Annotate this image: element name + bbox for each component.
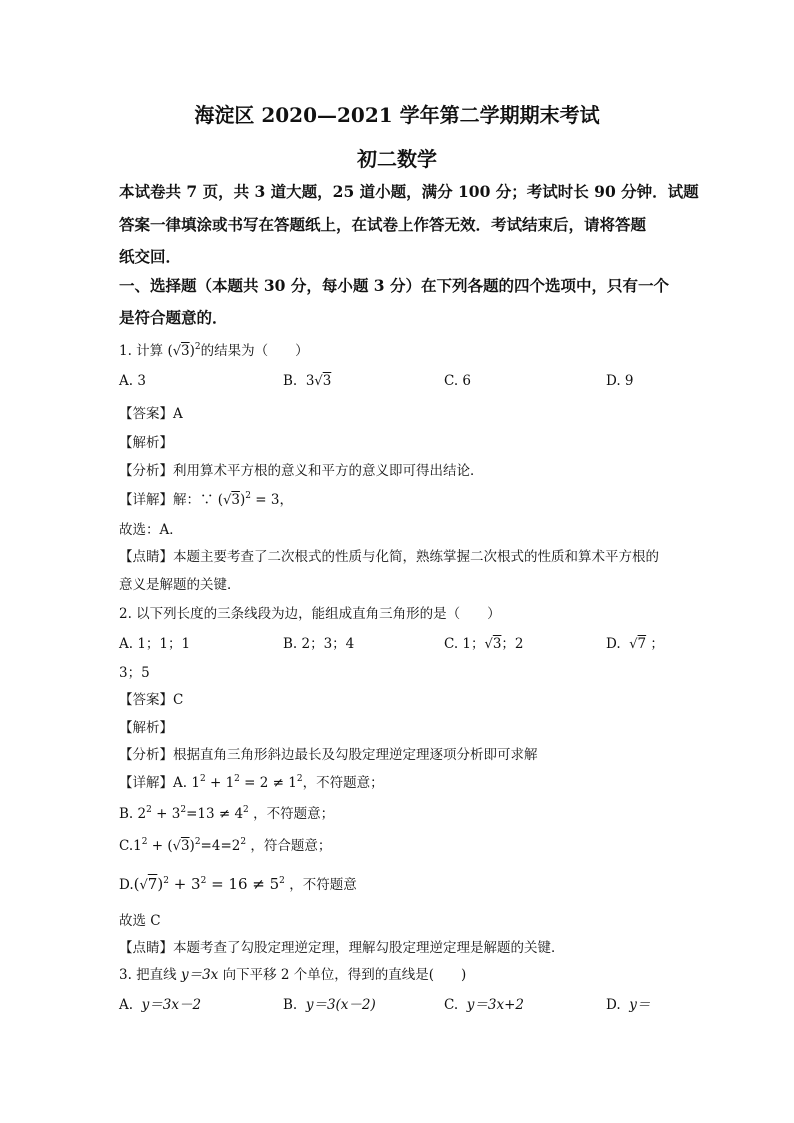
q3-option-b: B. y＝3(x－2) bbox=[283, 997, 376, 1013]
equation: $1^2 + (√3)^2=4=2^2$ bbox=[133, 837, 247, 854]
q2-answer: 【答案】C bbox=[119, 692, 184, 708]
sqrt-symbol: √ bbox=[484, 637, 493, 652]
intro-line: 本试卷共 7 页，共 3 道大题，25 道小题，满分 100 分；考试时长 90 分钟．试题 bbox=[119, 182, 699, 201]
equation: $1^2 + 1^2 = 2 \ne 1^2$ bbox=[191, 774, 303, 791]
q2-choose: 故选 C bbox=[119, 913, 161, 929]
sqrt-symbol: √ bbox=[314, 374, 323, 389]
q1-option-a: A. 3 bbox=[119, 373, 146, 389]
q1-dianjing: 意义是解题的关键． bbox=[119, 577, 241, 593]
q2-option-b: B. 2；3；4 bbox=[283, 636, 355, 652]
q2-fenxi: 【分析】根据直角三角形斜边最长及勾股定理逆定理逐项分析即可求解 bbox=[119, 747, 538, 763]
q3-option-d: D. y＝ bbox=[606, 997, 651, 1013]
sqrt-symbol: √ bbox=[172, 344, 182, 359]
q3-stem: 3. 把直线 y＝3x 向下平移 2 个单位，得到的直线是( ) bbox=[119, 967, 467, 983]
q1-option-d: D. 9 bbox=[606, 373, 634, 389]
q1-option-c: C. 6 bbox=[444, 373, 472, 389]
equation: $(√7)^2 + 3^2 = 16 \ne 5^2$ bbox=[133, 875, 285, 893]
q1-jiexi: 【解析】 bbox=[119, 435, 173, 451]
q3-option-a: A. y＝3x－2 bbox=[119, 997, 202, 1013]
sqrt-symbol: √ bbox=[223, 493, 232, 508]
q2-stem: 2. 以下列长度的三条线段为边，能组成直角三角形的是（ ） bbox=[119, 606, 501, 622]
q2-jiexi: 【解析】 bbox=[119, 720, 173, 736]
intro-line: 答案一律填涂或书写在答题纸上，在试卷上作答无效．考试结束后，请将答题 bbox=[119, 215, 647, 234]
q3-option-c: C. y＝3x+2 bbox=[444, 997, 524, 1013]
q2-detail-c: $C.1^2 + (√3)^2=4=2^2$ ，符合题意； bbox=[119, 837, 332, 854]
q1-dianjing: 【点睛】本题主要考查了二次根式的性质与化简，熟练掌握二次根式的性质和算术平方根的 bbox=[119, 549, 659, 565]
section-heading: 一、选择题（本题共 30 分，每小题 3 分）在下列各题的四个选项中，只有一个 bbox=[119, 276, 669, 295]
q1-stem: 1. 计算 $(√3)^2$的结果为（ ） bbox=[119, 342, 309, 359]
q1-answer: 【答案】A bbox=[119, 406, 183, 422]
q1-option-b: B. 3√3 bbox=[283, 373, 332, 389]
q2-detail-d: $D.(√7)^2 + 3^2 = 16 \ne 5^2$ ，不符题意 bbox=[119, 875, 357, 893]
q1-choose: 故选：A． bbox=[119, 522, 183, 538]
exam-subtitle: 初二数学 bbox=[357, 147, 437, 171]
section-heading: 是符合题意的． bbox=[119, 308, 228, 327]
equation: $2^2 + 3^2=13 \ne 4^2$ bbox=[137, 805, 249, 822]
q2-detail-a: 【详解】A. $1^2 + 1^2 = 2 \ne 1^2$，不符题意； bbox=[119, 774, 384, 791]
q2-dianjing: 【点睛】本题考查了勾股定理逆定理，理解勾股定理逆定理是解题的关键． bbox=[119, 940, 565, 956]
q2-detail-b: B. $2^2 + 3^2=13 \ne 4^2$ ，不符题意； bbox=[119, 805, 335, 822]
q2-option-c: C. 1；√3；2 bbox=[444, 636, 524, 652]
q2-option-a: A. 1；1；1 bbox=[119, 636, 191, 652]
exam-title: 海淀区 2020—2021 学年第二学期期末考试 bbox=[194, 103, 600, 127]
q1-detail: 【详解】解：∵ $(√3)^2 = 3$， bbox=[119, 491, 293, 508]
sqrt-symbol: √ bbox=[629, 637, 638, 652]
q2-option-d-continued: 3；5 bbox=[119, 665, 150, 681]
q1-fenxi: 【分析】利用算术平方根的意义和平方的意义即可得出结论． bbox=[119, 463, 484, 479]
q2-option-d: D. √7 ； bbox=[606, 636, 664, 652]
intro-line: 纸交回． bbox=[119, 247, 182, 266]
